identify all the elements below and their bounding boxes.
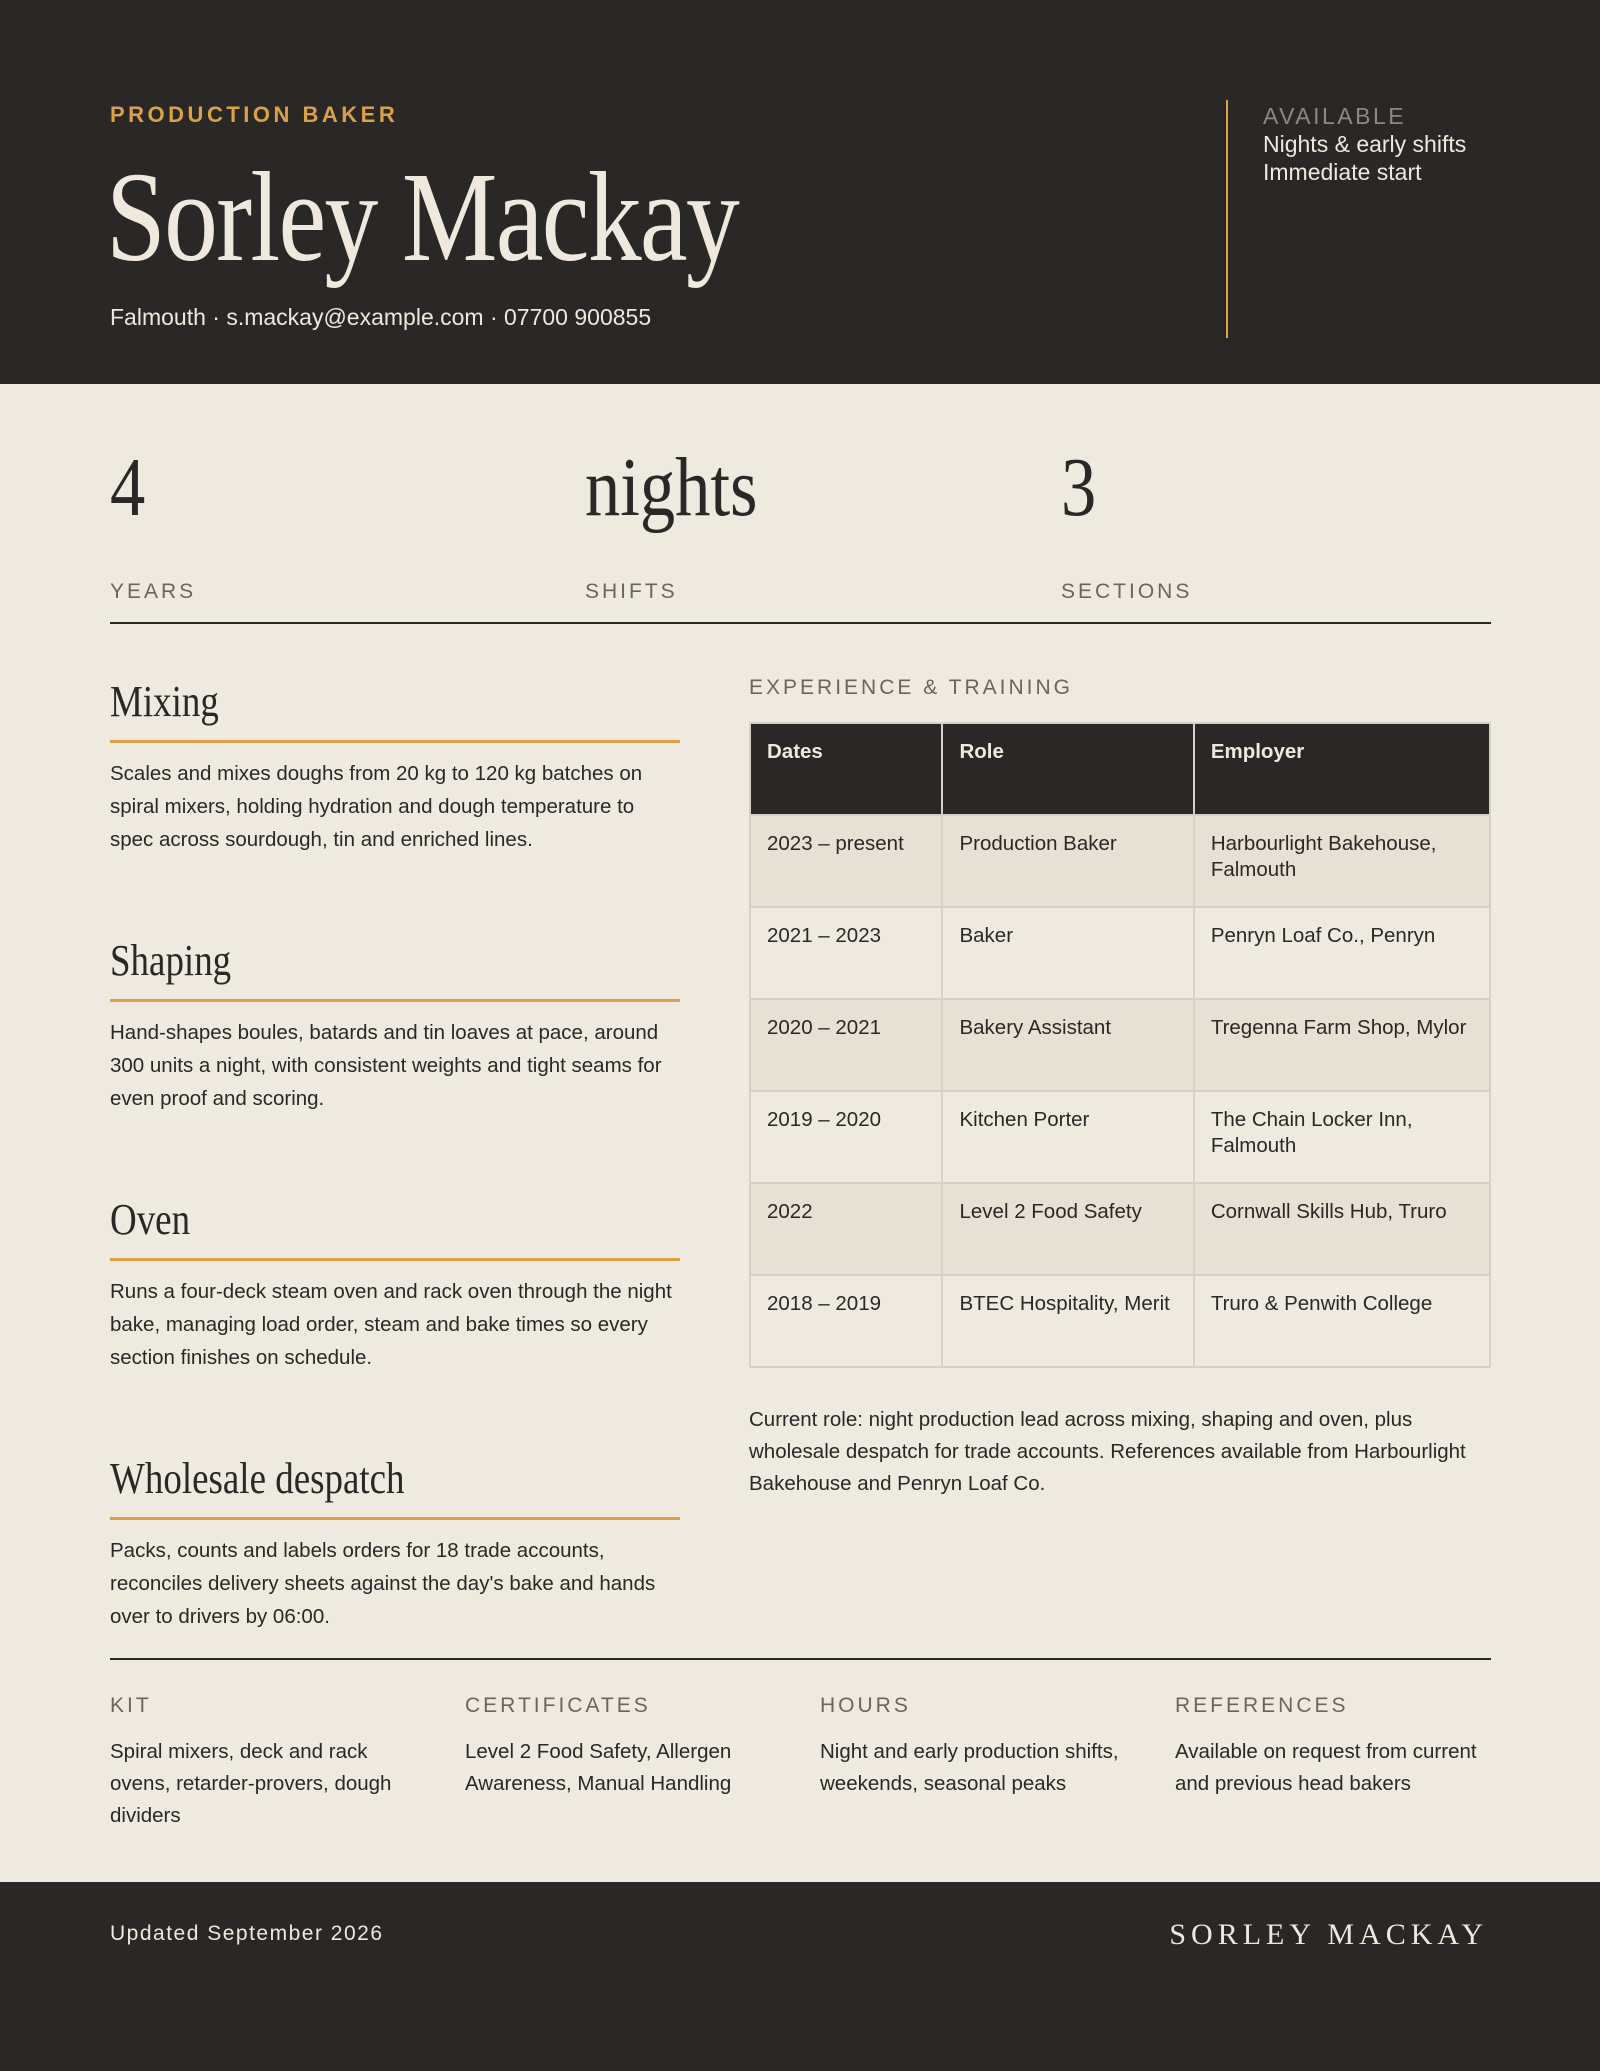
- skill-title: Mixing: [110, 677, 219, 726]
- skill-title: Oven: [110, 1195, 191, 1244]
- column-header: Employer: [1194, 723, 1490, 815]
- table-row: [750, 907, 1490, 999]
- skill-underline: [110, 740, 680, 743]
- footer-band: [0, 1882, 1600, 2071]
- candidate-name: Sorley Mackay: [106, 146, 739, 288]
- stat-label: SHIFTS: [585, 580, 678, 603]
- table-cell: BTEC Hospitality, Merit: [942, 1275, 1193, 1367]
- column-header: Dates: [750, 723, 942, 815]
- table-row: [750, 999, 1490, 1091]
- table-cell: Harbourlight Bakehouse, Falmouth: [1194, 815, 1490, 907]
- stat-value: nights: [585, 441, 758, 534]
- skill-description: Hand-shapes boules, batards and tin loaves at pace, around 300 units a night, with consistent weights and tight seams for even proof and scoring.: [110, 1021, 662, 1110]
- column-header: Role: [942, 723, 1193, 815]
- availability-line: Immediate start: [1263, 159, 1422, 185]
- section-divider: [110, 622, 1491, 624]
- experience-heading: EXPERIENCE & TRAINING: [749, 676, 1074, 699]
- info-label: HOURS: [820, 1694, 911, 1717]
- info-text: Spiral mixers, deck and rack ovens, retarder-provers, dough dividers: [110, 1740, 392, 1827]
- table-row: [750, 1275, 1490, 1367]
- availability-line: Nights & early shifts: [1263, 131, 1467, 157]
- info-references: [1175, 1694, 1495, 1800]
- skill-description: Runs a four-deck steam oven and rack oven through the night bake, managing load order, steam and bake times so every section finishes on schedule.: [110, 1280, 672, 1369]
- info-label: KIT: [110, 1694, 152, 1717]
- table-cell: 2019 – 2020: [750, 1091, 942, 1183]
- table-cell: 2021 – 2023: [750, 907, 942, 999]
- info-text: Level 2 Food Safety, Allergen Awareness, Manual Handling: [465, 1740, 732, 1795]
- availability-block: [1263, 102, 1466, 186]
- experience-note: Current role: night production lead across mixing, shaping and oven, plus wholesale despatch for trade accounts. References available from Harbourlight Bakehouse and Penryn Loaf Co.: [749, 1408, 1466, 1495]
- availability-label: AVAILABLE: [1263, 103, 1407, 129]
- skill-mixing: [110, 674, 680, 856]
- section-divider: [110, 1658, 1491, 1660]
- skill-underline: [110, 1517, 680, 1520]
- info-text: Available on request from current and previous head bakers: [1175, 1740, 1477, 1795]
- table-cell: 2020 – 2021: [750, 999, 942, 1091]
- stat-value: 3: [1061, 441, 1097, 534]
- stat-sections: [1061, 440, 1192, 604]
- table-cell: Production Baker: [942, 815, 1193, 907]
- table-cell: Truro & Penwith College: [1194, 1275, 1490, 1367]
- updated-date: Updated September 2026: [110, 1922, 384, 1945]
- table-cell: Cornwall Skills Hub, Truro: [1194, 1183, 1490, 1275]
- table-cell: Level 2 Food Safety: [942, 1183, 1193, 1275]
- table-row: [750, 815, 1490, 907]
- skill-title: Shaping: [110, 936, 232, 985]
- skill-description: Packs, counts and labels orders for 18 trade accounts, reconciles delivery sheets against the day's bake and hands over to drivers by 06:00.: [110, 1539, 656, 1628]
- table-header-row: [750, 723, 1490, 815]
- table-cell: Tregenna Farm Shop, Mylor: [1194, 999, 1490, 1091]
- stat-shifts: [585, 440, 790, 604]
- contact-line: Falmouth · s.mackay@example.com · 07700 900855: [110, 304, 652, 330]
- header-divider: [1226, 100, 1228, 338]
- table-cell: Penryn Loaf Co., Penryn: [1194, 907, 1490, 999]
- info-certificates: [465, 1694, 785, 1800]
- skill-description: Scales and mixes doughs from 20 kg to 120 kg batches on spiral mixers, holding hydration and dough temperature to spec across sourdough, tin and enriched lines.: [110, 762, 643, 851]
- table-cell: Kitchen Porter: [942, 1091, 1193, 1183]
- table-row: [750, 1183, 1490, 1275]
- table-cell: 2018 – 2019: [750, 1275, 942, 1367]
- stat-years: [110, 440, 196, 604]
- stat-value: 4: [110, 441, 146, 534]
- table-row: [750, 1091, 1490, 1183]
- footer-wordmark: SORLEY MACKAY: [1169, 1918, 1488, 1951]
- info-hours: [820, 1694, 1140, 1800]
- table-cell: Bakery Assistant: [942, 999, 1193, 1091]
- skill-underline: [110, 1258, 680, 1261]
- stat-label: YEARS: [110, 580, 197, 603]
- skill-wholesale-despatch: [110, 1451, 680, 1633]
- table-cell: 2023 – present: [750, 815, 942, 907]
- info-label: CERTIFICATES: [465, 1694, 651, 1717]
- skill-underline: [110, 999, 680, 1002]
- table-cell: 2022: [750, 1183, 942, 1275]
- skill-shaping: [110, 933, 680, 1115]
- stat-label: SECTIONS: [1061, 580, 1193, 603]
- info-text: Night and early production shifts, weekends, seasonal peaks: [820, 1740, 1119, 1795]
- skill-oven: [110, 1192, 680, 1374]
- info-label: REFERENCES: [1175, 1694, 1349, 1717]
- table-cell: Baker: [942, 907, 1193, 999]
- table-cell: The Chain Locker Inn, Falmouth: [1194, 1091, 1490, 1183]
- info-kit: [110, 1694, 430, 1832]
- job-title: PRODUCTION BAKER: [110, 102, 399, 127]
- experience-table: [749, 722, 1491, 1368]
- skill-title: Wholesale despatch: [110, 1454, 405, 1503]
